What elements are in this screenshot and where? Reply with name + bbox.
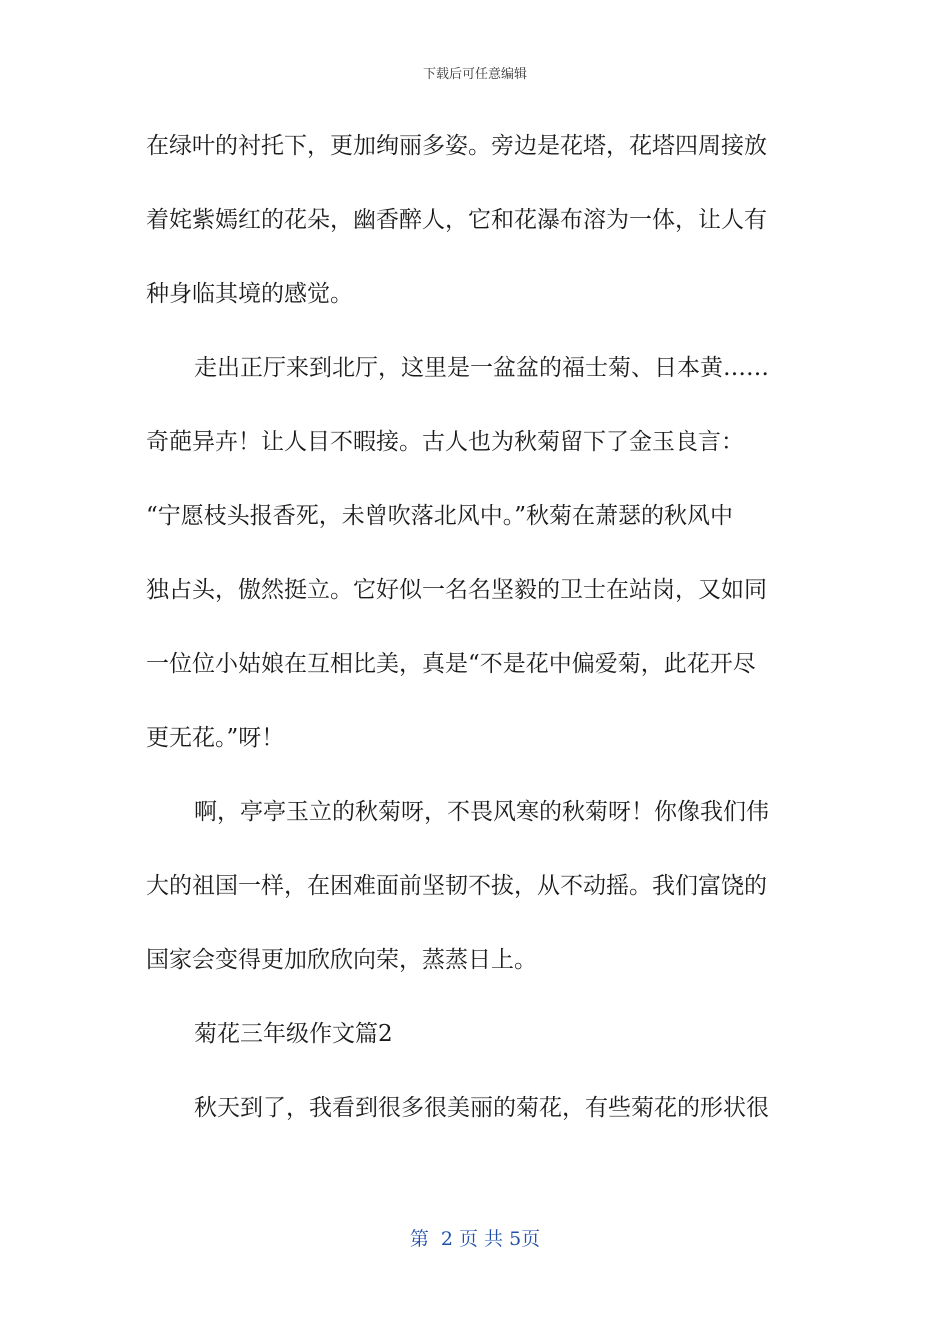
text-line: 大的祖国一样，在困难面前坚韧不拔，从不动摇。我们富饶的 xyxy=(146,873,767,899)
text-line: 更无花。”呀！ xyxy=(146,725,285,751)
page-number-footer: 第 2 页 共 5页 xyxy=(409,1228,541,1250)
text-line: “宁愿枝头报香死，未曾吹落北风中。”秋菊在萧瑟的秋风中 xyxy=(146,503,734,529)
text-line: 秋天到了，我看到很多很美丽的菊花，有些菊花的形状很 xyxy=(194,1095,769,1121)
text-line: 独占头，傲然挺立。它好似一名名坚毅的卫士在站岗，又如同 xyxy=(146,577,767,603)
text-line: 一位位小姑娘在互相比美，真是“不是花中偏爱菊，此花开尽 xyxy=(146,651,756,677)
page-header: 下载后可任意编辑 xyxy=(422,67,527,82)
text-line: 走出正厅来到北厅，这里是一盆盆的福士菊、日本黄…… xyxy=(194,355,769,381)
text-line: 国家会变得更加欣欣向荣，蒸蒸日上。 xyxy=(146,947,537,973)
text-line: 在绿叶的衬托下，更加绚丽多姿。旁边是花塔，花塔四周接放 xyxy=(146,133,767,159)
text-line: 种身临其境的感觉。 xyxy=(146,281,353,307)
text-line: 啊，亭亭玉立的秋菊呀，不畏风寒的秋菊呀！你像我们伟 xyxy=(194,799,769,825)
text-line: 着姹紫嫣红的花朵，幽香醉人，它和花瀑布溶为一体，让人有 xyxy=(146,207,767,233)
document-body xyxy=(146,122,806,1158)
text-line: 奇葩异卉！让人目不暇接。古人也为秋菊留下了金玉良言： xyxy=(146,429,744,455)
section-heading: 菊花三年级作文篇2 xyxy=(194,1021,393,1047)
